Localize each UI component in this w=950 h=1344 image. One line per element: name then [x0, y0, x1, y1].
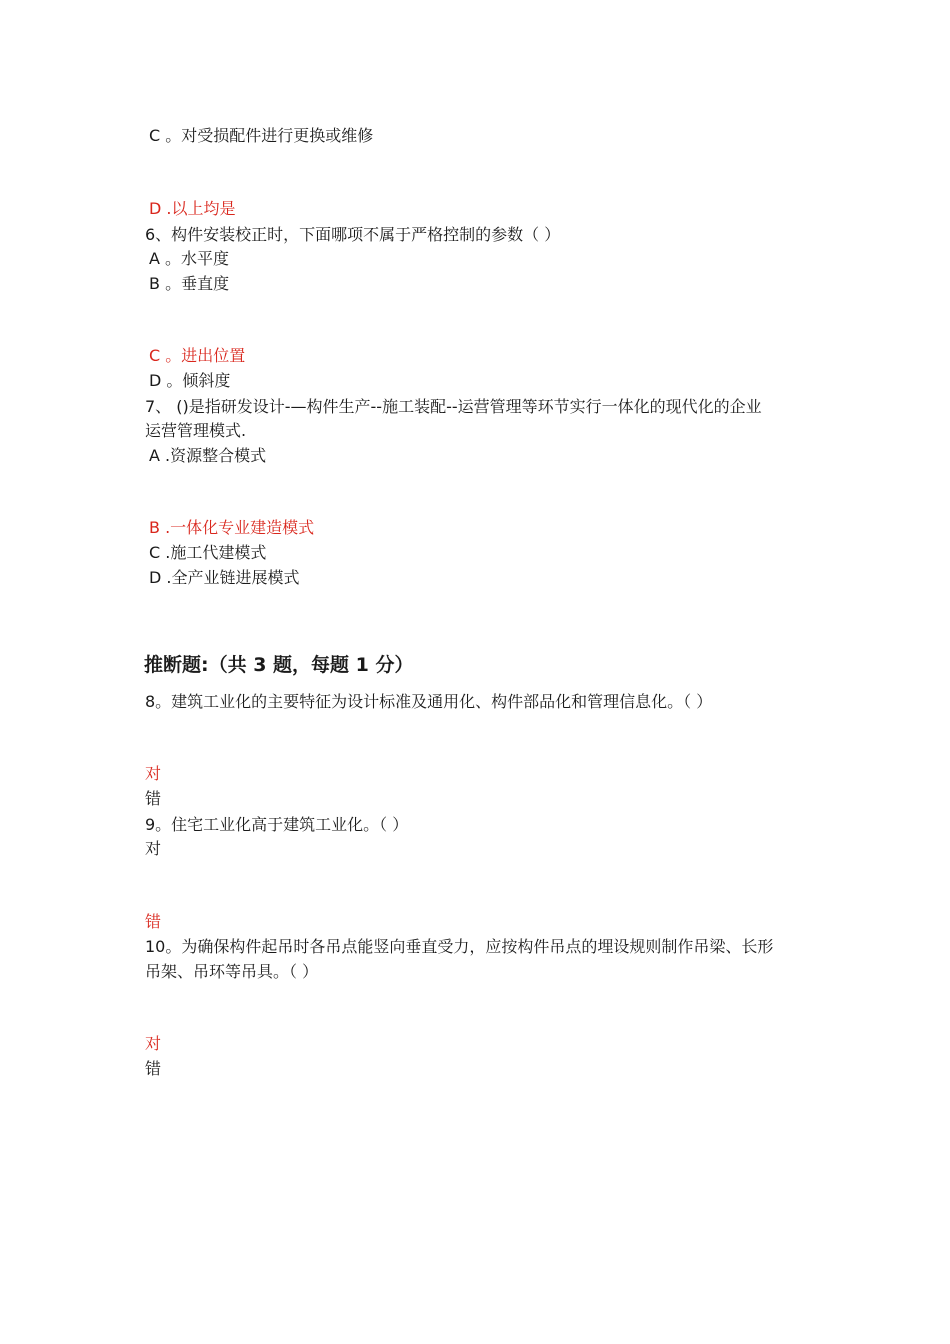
section-title: 推断题:（共 3 题，每题 1 分） [144, 654, 414, 676]
q5-option-c: C 。对受损配件进行更换或维修 [149, 126, 374, 145]
q9-false-answer: 错 [145, 912, 162, 931]
q7-question-line1: 7、 ()是指研发设计-—构件生产--施工装配--运营管理等环节实行一体化的现代化的企业 [145, 397, 762, 416]
q10-question-line2: 吊架、吊环等吊具。（ ） [145, 962, 319, 981]
q6-option-c-answer: C 。进出位置 [149, 346, 246, 365]
q8-false-option: 错 [145, 789, 162, 808]
q10-question-line1: 10。为确保构件起吊时各吊点能竖向垂直受力，应按构件吊点的埋设规则制作吊梁、长形 [145, 937, 774, 956]
q7-option-a: A .资源整合模式 [149, 446, 267, 465]
q9-true-option: 对 [145, 839, 162, 858]
q7-question-line2: 运营管理模式. [145, 421, 247, 440]
q8-true-answer: 对 [145, 764, 162, 783]
q7-option-c: C .施工代建模式 [149, 543, 267, 562]
q6-option-a: A 。水平度 [149, 249, 230, 268]
q5-option-d-answer: D .以上均是 [149, 199, 236, 218]
q10-true-answer: 对 [145, 1034, 162, 1053]
q9-question: 9。住宅工业化高于建筑工业化。（ ） [145, 815, 409, 834]
q10-false-option: 错 [145, 1059, 162, 1078]
q6-option-d: D 。倾斜度 [149, 371, 231, 390]
q6-question: 6、构件安装校正时，下面哪项不属于严格控制的参数（ ） [145, 225, 561, 244]
q6-option-b: B 。垂直度 [149, 274, 230, 293]
q7-option-d: D .全产业链进展模式 [149, 568, 300, 587]
q8-question: 8。建筑工业化的主要特征为设计标准及通用化、构件部品化和管理信息化。（ ） [145, 692, 713, 711]
q7-option-b-answer: B .一体化专业建造模式 [149, 518, 315, 537]
